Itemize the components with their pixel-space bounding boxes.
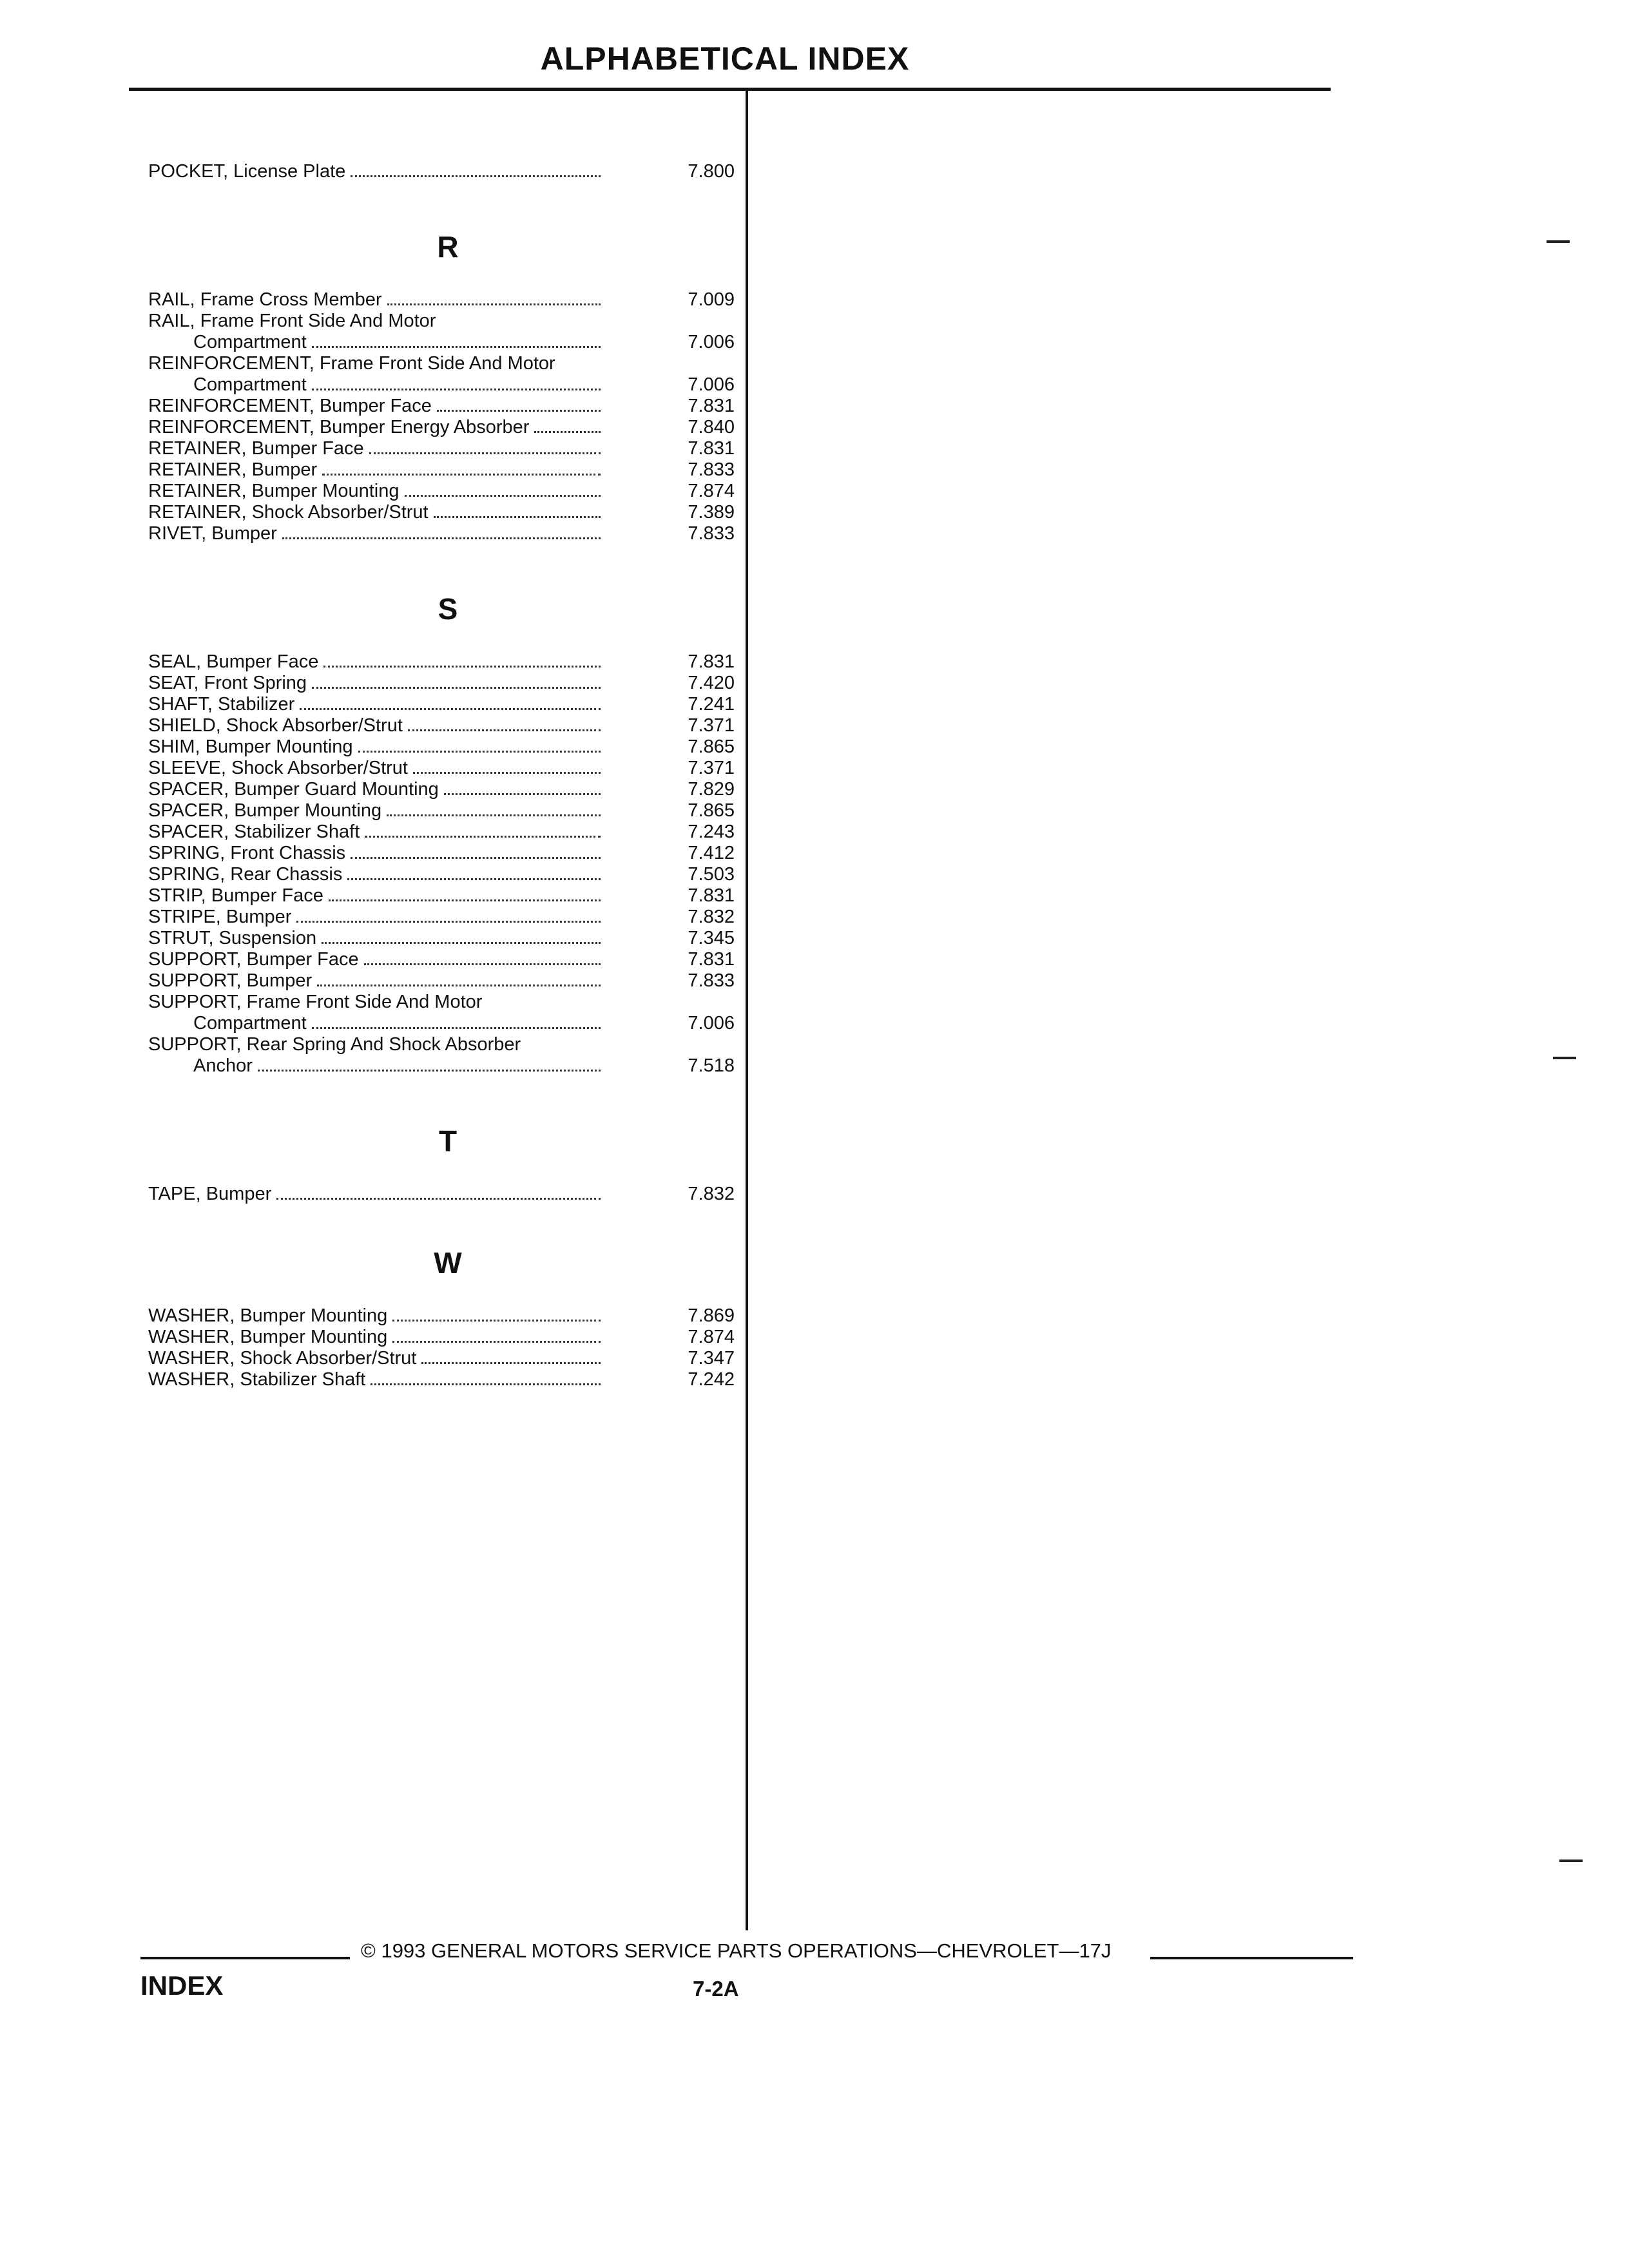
- index-entry: [148, 1327, 735, 1348]
- dot-leader: [413, 772, 601, 774]
- index-section: [148, 1244, 735, 1390]
- entry-page-number: 7.006: [688, 1013, 735, 1033]
- entry-page-number: 7.347: [688, 1348, 735, 1369]
- entry-page-number: 7.006: [688, 374, 735, 395]
- entry-label: SEAL, Bumper Face: [148, 651, 319, 672]
- entry-page-number: 7.833: [688, 970, 735, 991]
- dot-leader: [351, 175, 601, 177]
- entry-label: SHIM, Bumper Mounting: [148, 736, 353, 757]
- margin-mark: [1547, 240, 1570, 243]
- entry-page-number: 7.832: [688, 1184, 735, 1204]
- entry-page-number: 7.874: [688, 1327, 735, 1347]
- entry-label: RETAINER, Shock Absorber/Strut: [148, 502, 429, 523]
- entry-page-number: 7.241: [688, 694, 735, 715]
- dot-leader: [351, 857, 601, 859]
- entry-page-number: 7.831: [688, 438, 735, 459]
- entry-page-number: 7.840: [688, 417, 735, 437]
- entry-label: SLEEVE, Shock Absorber/Strut: [148, 758, 408, 778]
- index-section: [148, 590, 735, 1077]
- entry-page-number: 7.869: [688, 1305, 735, 1326]
- index-entry: [148, 1305, 735, 1327]
- index-entry: [148, 396, 735, 417]
- entry-page-number: 7.371: [688, 715, 735, 736]
- index-entry: [148, 758, 735, 779]
- entry-label: SUPPORT, Frame Front Side And Motor: [148, 992, 483, 1012]
- entry-label-continued: Anchor: [193, 1055, 253, 1076]
- index-entry: [148, 481, 735, 502]
- dot-leader: [317, 985, 601, 986]
- dot-leader: [300, 708, 601, 710]
- entry-page-number: 7.518: [688, 1055, 735, 1076]
- footer-page-number: 7-2A: [693, 1977, 739, 2001]
- dot-leader: [371, 1383, 601, 1385]
- index-entry: [148, 885, 735, 907]
- entry-page-number: 7.831: [688, 651, 735, 672]
- index-entry: [148, 311, 735, 353]
- entry-label: RETAINER, Bumper Mounting: [148, 481, 400, 501]
- dot-leader: [369, 452, 601, 454]
- footer-section-label: INDEX: [140, 1970, 224, 2001]
- index-entry: [148, 779, 735, 800]
- entry-page-number: 7.831: [688, 949, 735, 970]
- index-entry: [148, 1184, 735, 1205]
- entry-label: WASHER, Bumper Mounting: [148, 1305, 388, 1326]
- header-rule: [129, 88, 1331, 91]
- index-entry: [148, 417, 735, 438]
- dot-leader: [358, 751, 601, 753]
- index-entry: [148, 864, 735, 885]
- dot-leader: [282, 537, 601, 539]
- entry-page-number: 7.829: [688, 779, 735, 800]
- dot-leader: [434, 516, 601, 518]
- entry-label: SHAFT, Stabilizer: [148, 694, 295, 715]
- dot-leader: [258, 1070, 601, 1072]
- entry-label: SPACER, Stabilizer Shaft: [148, 822, 360, 842]
- dot-leader: [296, 921, 601, 923]
- entry-label: SPACER, Bumper Guard Mounting: [148, 779, 439, 800]
- index-entry: [148, 736, 735, 758]
- dot-leader: [312, 346, 601, 348]
- index-entry: [148, 907, 735, 928]
- entry-label: RAIL, Frame Front Side And Motor: [148, 311, 436, 331]
- index-entry: [148, 970, 735, 992]
- entry-page-number: 7.371: [688, 758, 735, 778]
- index-entry: [148, 289, 735, 311]
- index-entry: [148, 523, 735, 544]
- index-column: [148, 122, 735, 1390]
- column-divider: [746, 88, 748, 1930]
- index-entry: [148, 161, 735, 182]
- entry-page-number: 7.831: [688, 885, 735, 906]
- section-letter: R: [437, 230, 459, 264]
- entry-label: STRIP, Bumper Face: [148, 885, 323, 906]
- index-entry: [148, 502, 735, 523]
- dot-leader: [312, 389, 601, 390]
- entry-page-number: 7.345: [688, 928, 735, 948]
- entry-label: SUPPORT, Bumper Face: [148, 949, 359, 970]
- index-entry: [148, 949, 735, 970]
- index-entry: [148, 822, 735, 843]
- dot-leader: [322, 474, 601, 476]
- entry-page-number: 7.412: [688, 843, 735, 863]
- dot-leader: [347, 878, 601, 880]
- entry-label: TAPE, Bumper: [148, 1184, 272, 1204]
- margin-mark: [1559, 1860, 1583, 1862]
- dot-leader: [405, 495, 601, 497]
- dot-leader: [365, 836, 601, 838]
- entry-label: SEAT, Front Spring: [148, 673, 307, 693]
- entry-page-number: 7.833: [688, 459, 735, 480]
- entry-page-number: 7.006: [688, 332, 735, 352]
- index-entry: [148, 928, 735, 949]
- index-entry: [148, 353, 735, 396]
- section-letter: W: [434, 1246, 462, 1280]
- entry-label: WASHER, Bumper Mounting: [148, 1327, 388, 1347]
- footer-rule-left: [140, 1957, 350, 1959]
- entry-label: SPRING, Front Chassis: [148, 843, 346, 863]
- entry-page-number: 7.865: [688, 800, 735, 821]
- entry-page-number: 7.874: [688, 481, 735, 501]
- dot-leader: [387, 303, 601, 305]
- index-entry: [148, 673, 735, 694]
- index-entry: [148, 843, 735, 864]
- entry-page-number: 7.831: [688, 396, 735, 416]
- index-section: [148, 1122, 735, 1205]
- entry-page-number: 7.243: [688, 822, 735, 842]
- index-entry: [148, 459, 735, 481]
- entry-label: RAIL, Frame Cross Member: [148, 289, 382, 310]
- dot-leader: [322, 942, 601, 944]
- dot-leader: [534, 431, 601, 433]
- entry-label-continued: Compartment: [193, 1013, 307, 1033]
- dot-leader: [392, 1341, 601, 1343]
- index-entry: [148, 800, 735, 822]
- section-letter: T: [438, 1124, 458, 1158]
- entry-label-continued: Compartment: [193, 374, 307, 395]
- dot-leader: [364, 963, 601, 965]
- entry-page-number: 7.865: [688, 736, 735, 757]
- dot-leader: [312, 1027, 601, 1029]
- dot-leader: [276, 1198, 601, 1200]
- dot-leader: [437, 410, 601, 412]
- entry-label: SPACER, Bumper Mounting: [148, 800, 382, 821]
- page-title: ALPHABETICAL INDEX: [540, 41, 910, 77]
- entry-label-continued: Compartment: [193, 332, 307, 352]
- entry-label: RIVET, Bumper: [148, 523, 277, 544]
- dot-leader: [408, 729, 601, 731]
- index-entry: [148, 651, 735, 673]
- dot-leader: [444, 793, 601, 795]
- entry-label: REINFORCEMENT, Bumper Face: [148, 396, 432, 416]
- index-entry: [148, 992, 735, 1034]
- entry-label: SUPPORT, Rear Spring And Shock Absorber: [148, 1034, 521, 1055]
- entry-label: RETAINER, Bumper: [148, 459, 318, 480]
- entry-label: REINFORCEMENT, Frame Front Side And Motor: [148, 353, 555, 374]
- index-entry: [148, 438, 735, 459]
- entry-page-number: 7.420: [688, 673, 735, 693]
- entry-page-number: 7.242: [688, 1369, 735, 1390]
- entry-label: WASHER, Shock Absorber/Strut: [148, 1348, 417, 1369]
- entry-page-number: 7.800: [688, 161, 735, 182]
- entry-label: SHIELD, Shock Absorber/Strut: [148, 715, 403, 736]
- entry-label: POCKET, License Plate: [148, 161, 346, 182]
- dot-leader: [392, 1320, 601, 1321]
- index-entry: [148, 694, 735, 715]
- entry-label: STRUT, Suspension: [148, 928, 317, 948]
- index-section: [148, 161, 735, 182]
- index-entry: [148, 1348, 735, 1369]
- footer-copyright: © 1993 GENERAL MOTORS SERVICE PARTS OPERATIONS—CHEVROLET—17J: [361, 1939, 1112, 1962]
- entry-page-number: 7.832: [688, 907, 735, 927]
- index-entry: [148, 1369, 735, 1390]
- index-entry: [148, 1034, 735, 1077]
- entry-label: REINFORCEMENT, Bumper Energy Absorber: [148, 417, 530, 437]
- dot-leader: [323, 666, 601, 668]
- entry-page-number: 7.009: [688, 289, 735, 310]
- entry-label: RETAINER, Bumper Face: [148, 438, 364, 459]
- dot-leader: [312, 687, 601, 689]
- section-letter: S: [438, 592, 458, 626]
- entry-label: SUPPORT, Bumper: [148, 970, 313, 991]
- entry-label: STRIPE, Bumper: [148, 907, 292, 927]
- entry-page-number: 7.833: [688, 523, 735, 544]
- dot-leader: [329, 899, 601, 901]
- index-section: [148, 227, 735, 544]
- index-entry: [148, 715, 735, 736]
- entry-label: SPRING, Rear Chassis: [148, 864, 343, 885]
- entry-label: WASHER, Stabilizer Shaft: [148, 1369, 366, 1390]
- entry-page-number: 7.503: [688, 864, 735, 885]
- dot-leader: [421, 1362, 601, 1364]
- dot-leader: [387, 814, 601, 816]
- entry-page-number: 7.389: [688, 502, 735, 523]
- footer-rule-right: [1150, 1957, 1353, 1959]
- margin-mark: [1553, 1057, 1576, 1059]
